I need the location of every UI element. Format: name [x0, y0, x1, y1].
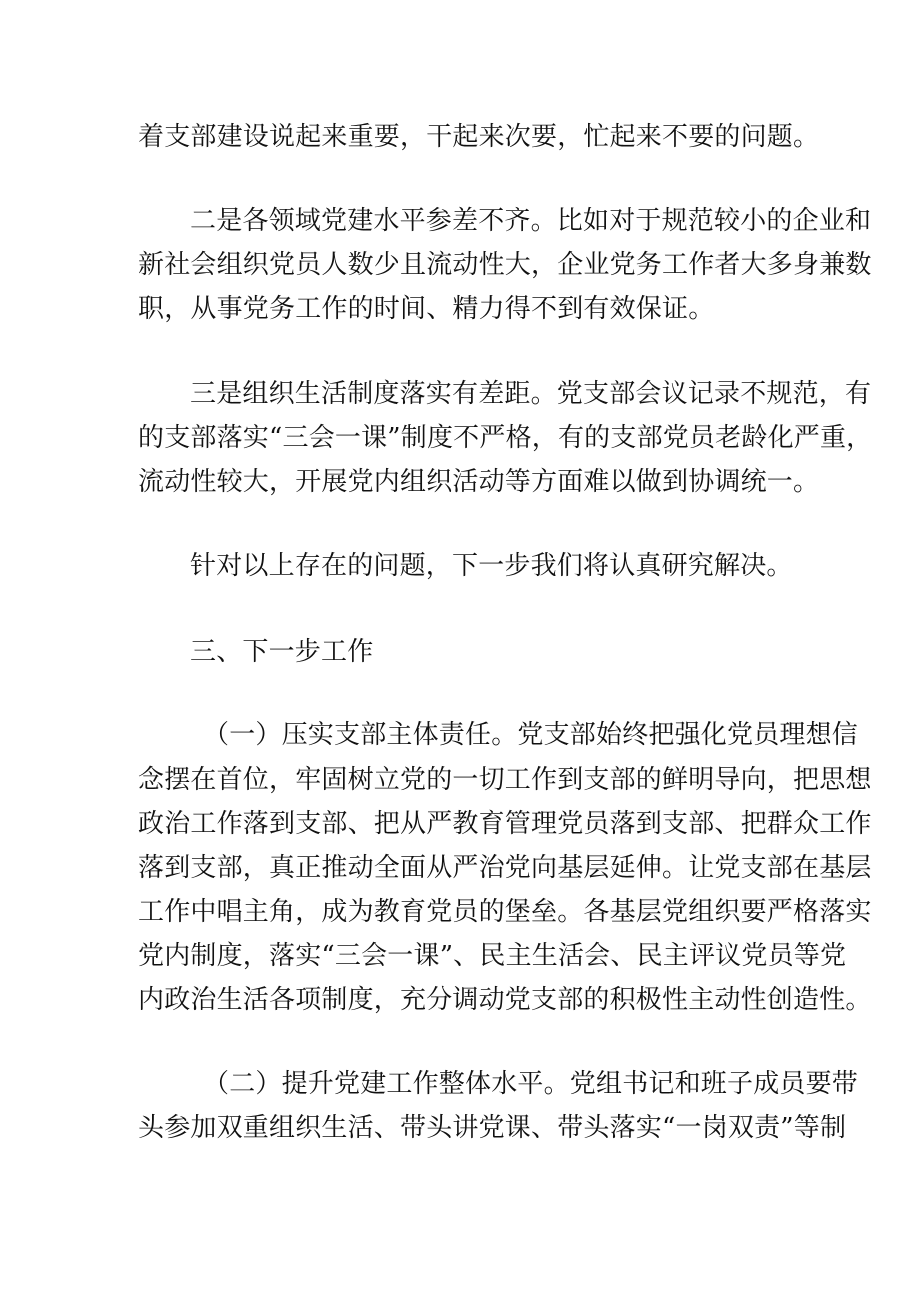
section-heading: 三、下一步工作	[190, 637, 374, 667]
paragraph-line: 三是组织生活制度落实有差距。党支部会议记录不规范，有	[190, 379, 872, 409]
paragraph-line: （一）压实支部主体责任。党支部始终把强化党员理想信	[203, 720, 859, 750]
paragraph-line: 政治工作落到支部、把从严教育管理党员落到支部、把群众工作	[138, 809, 872, 839]
paragraph-line: 着支部建设说起来重要，干起来次要，忙起来不要的问题。	[138, 122, 820, 152]
paragraph-line: 头参加双重组织生活、带头讲党课、带头落实“一岗双责”等制	[138, 1113, 847, 1143]
paragraph-line: 的支部落实“三会一课”制度不严格，有的支部党员老龄化严重，	[138, 423, 873, 453]
paragraph-line: 流动性较大，开展党内组织活动等方面难以做到协调统一。	[138, 467, 820, 497]
paragraph-line: 职，从事党务工作的时间、精力得不到有效保证。	[138, 294, 715, 324]
paragraph-line: 内政治生活各项制度，充分调动党支部的积极性主动性创造性。	[138, 985, 872, 1015]
paragraph-line: 二是各领域党建水平参差不齐。比如对于规范较小的企业和	[190, 206, 872, 236]
paragraph-line: 党内制度，落实“三会一课”、民主生活会、民主评议党员等党	[138, 941, 847, 971]
paragraph-line: 针对以上存在的问题，下一步我们将认真研究解决。	[190, 551, 793, 581]
paragraph-line: 新社会组织党员人数少且流动性大，企业党务工作者大多身兼数	[138, 250, 872, 280]
paragraph-line: 工作中唱主角，成为教育党员的堡垒。各基层党组织要严格落实	[138, 897, 872, 927]
paragraph-line: （二）提升党建工作整体水平。党组书记和班子成员要带	[203, 1069, 859, 1099]
paragraph-line: 念摆在首位，牢固树立党的一切工作到支部的鲜明导向，把思想	[138, 765, 872, 795]
paragraph-line: 落到支部，真正推动全面从严治党向基层延伸。让党支部在基层	[138, 853, 872, 883]
